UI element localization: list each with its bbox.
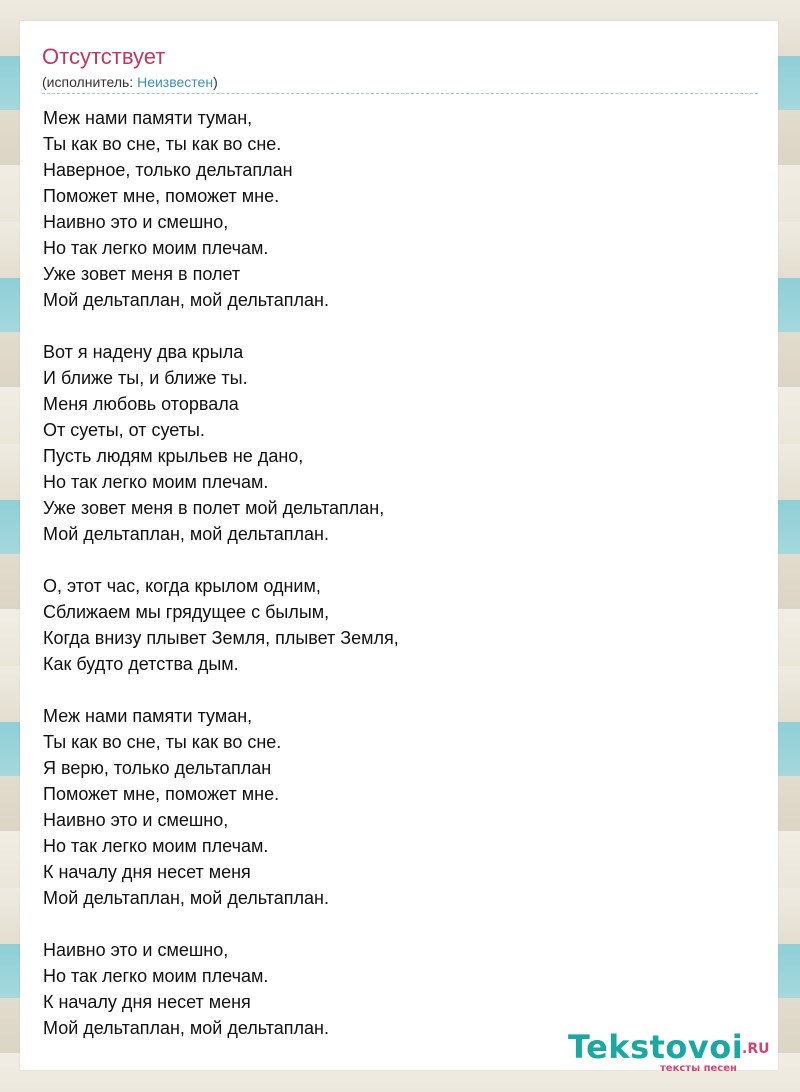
- lyric-line: Как будто детства дым.: [43, 654, 239, 674]
- lyric-line: Наивно это и смешно,: [43, 212, 229, 232]
- lyrics-card: [20, 21, 778, 1074]
- lyric-line: Уже зовет меня в полет мой дельтаплан,: [43, 498, 385, 518]
- lyric-line: К началу дня несет меня: [43, 862, 251, 882]
- lyric-line: Наивно это и смешно,: [43, 810, 229, 830]
- artist-prefix: (исполнитель:: [42, 74, 138, 90]
- lyric-line: Когда внизу плывет Земля, плывет Земля,: [43, 628, 399, 648]
- lyrics-body: [43, 105, 399, 1067]
- artist-line: [42, 73, 218, 91]
- lyric-line: Вот я надену два крыла: [43, 342, 244, 362]
- lyric-line: К началу дня несет меня: [43, 992, 251, 1012]
- lyric-line: Меня любовь оторвала: [43, 394, 239, 414]
- artist-suffix: ): [213, 74, 218, 90]
- site-logo[interactable]: [568, 1028, 778, 1074]
- lyric-line: Ты как во сне, ты как во сне.: [43, 732, 282, 752]
- lyric-line: Меж нами памяти туман,: [43, 108, 253, 128]
- logo-wordmark: Tekstovoi: [568, 1028, 744, 1066]
- lyric-line: Но так легко моим плечам.: [43, 238, 269, 258]
- logo-domain: .RU: [742, 1041, 770, 1057]
- lyric-line: Уже зовет меня в полет: [43, 264, 241, 284]
- lyric-line: Мой дельтаплан, мой дельтаплан.: [43, 290, 329, 310]
- lyric-line: Я верю, только дельтаплан: [43, 758, 272, 778]
- lyric-line: Поможет мне, поможет мне.: [43, 186, 280, 206]
- logo-tagline: тексты песен: [660, 1063, 737, 1074]
- artist-link[interactable]: Неизвестен: [137, 74, 214, 90]
- lyric-line: Наверное, только дельтаплан: [43, 160, 293, 180]
- lyric-line: Но так легко моим плечам.: [43, 472, 269, 492]
- lyric-line: О, этот час, когда крылом одним,: [43, 576, 321, 596]
- lyric-line: Сближаем мы грядущее с былым,: [43, 602, 330, 622]
- lyric-line: Но так легко моим плечам.: [43, 966, 269, 986]
- lyric-line: Меж нами памяти туман,: [43, 706, 253, 726]
- lyric-line: Мой дельтаплан, мой дельтаплан.: [43, 1018, 329, 1038]
- stanza: [43, 937, 399, 1041]
- lyric-line: Но так легко моим плечам.: [43, 836, 269, 856]
- stanza: [43, 339, 399, 547]
- stanza: [43, 573, 399, 677]
- lyric-line: И ближе ты, и ближе ты.: [43, 368, 248, 388]
- lyric-line: От суеты, от суеты.: [43, 420, 205, 440]
- lyric-line: Мой дельтаплан, мой дельтаплан.: [43, 524, 329, 544]
- title-divider: [42, 93, 758, 94]
- stanza: [43, 703, 399, 911]
- stanza: [43, 105, 399, 313]
- lyric-line: Наивно это и смешно,: [43, 940, 229, 960]
- song-title: Отсутствует: [42, 44, 166, 69]
- lyric-line: Мой дельтаплан, мой дельтаплан.: [43, 888, 329, 908]
- lyric-line: Поможет мне, поможет мне.: [43, 784, 280, 804]
- lyric-line: Ты как во сне, ты как во сне.: [43, 134, 282, 154]
- lyric-line: Пусть людям крыльев не дано,: [43, 446, 304, 466]
